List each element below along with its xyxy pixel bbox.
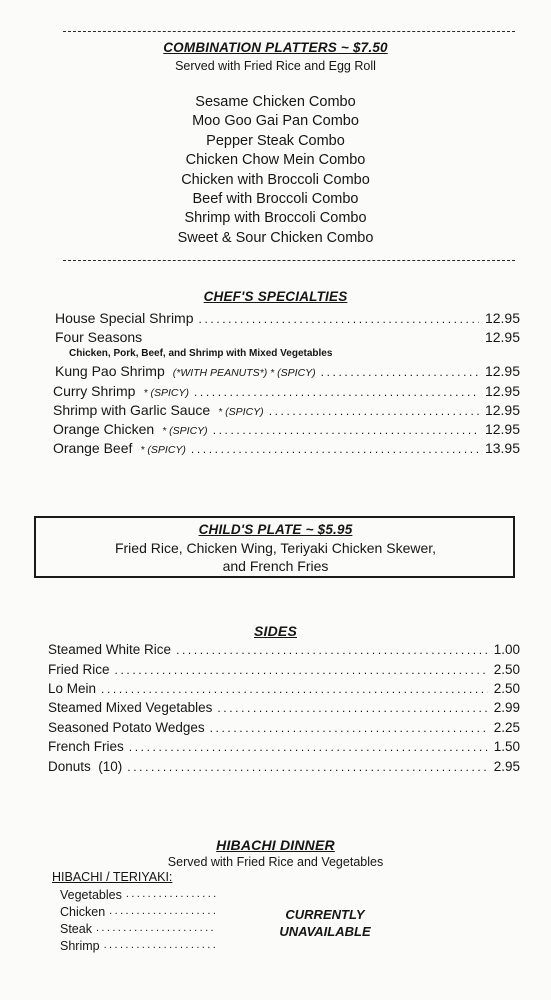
menu-item-row xyxy=(53,440,520,456)
item-name: Four Seasons xyxy=(55,329,143,345)
list-item: Chicken Chow Mein Combo xyxy=(185,152,366,169)
item-price: 1.00 xyxy=(493,642,520,657)
list-item: Pepper Steak Combo xyxy=(206,132,345,149)
list-item: Moo Goo Gai Pan Combo xyxy=(192,113,359,130)
item-note: * (SPICY) xyxy=(143,387,189,399)
status-line: CURRENTLY xyxy=(285,907,365,922)
dot-leader xyxy=(92,922,216,936)
dot-leader xyxy=(96,682,488,696)
item-price: 13.95 xyxy=(484,440,520,456)
list-item: Sesame Chicken Combo xyxy=(195,94,356,110)
hibachi-title: HIBACHI DINNER xyxy=(216,837,335,853)
dot-leader xyxy=(264,404,479,418)
hibachi-item-row xyxy=(60,939,216,953)
item-name: Curry Shrimp xyxy=(53,383,136,399)
side-item-row xyxy=(48,642,520,657)
menu-item-row xyxy=(53,383,520,399)
item-name: Vegetables xyxy=(60,888,122,902)
item-name: Fried Rice xyxy=(48,662,110,677)
item-price: 12.95 xyxy=(484,329,520,345)
chef-title: CHEF'S SPECIALTIES xyxy=(203,289,348,304)
item-name: Orange Chicken xyxy=(53,421,155,437)
list-item: Beef with Broccoli Combo xyxy=(192,191,359,208)
child-plate-line-1: Fried Rice, Chicken Wing, Teriyaki Chicken Skewer, xyxy=(114,540,437,556)
hibachi-subtitle: Served with Fried Rice and Vegetables xyxy=(167,855,384,869)
menu-item-row xyxy=(53,402,520,418)
hibachi-item-row xyxy=(60,905,216,919)
child-plate-line-2: and French Fries xyxy=(222,558,329,574)
menu-item-row xyxy=(55,363,520,379)
item-name: Lo Mein xyxy=(48,681,97,696)
item-price: 12.95 xyxy=(484,402,520,418)
dot-leader xyxy=(316,365,479,379)
dot-leader xyxy=(189,385,479,399)
item-name: Steamed White Rice xyxy=(48,642,172,657)
item-name: French Fries xyxy=(48,739,124,754)
hibachi-item-row xyxy=(60,922,216,936)
item-name: Seasoned Potato Wedges xyxy=(48,720,205,735)
item-note: * (SPICY) xyxy=(162,425,208,437)
dot-leader xyxy=(105,905,216,919)
combination-subtitle: Served with Fried Rice and Egg Roll xyxy=(175,59,376,73)
item-price: 2.99 xyxy=(493,700,520,715)
item-price: 2.95 xyxy=(493,759,520,774)
dot-leader xyxy=(124,740,488,754)
dot-leader xyxy=(186,442,479,456)
item-price: 2.50 xyxy=(493,662,520,677)
mid-divider xyxy=(63,260,515,261)
item-note: * (SPICY) xyxy=(140,444,186,456)
item-price: 2.50 xyxy=(493,681,520,696)
item-price: 12.95 xyxy=(484,310,520,326)
status-line: UNAVAILABLE xyxy=(279,924,371,939)
item-price: 2.25 xyxy=(493,720,520,735)
item-name: Kung Pao Shrimp xyxy=(55,363,165,379)
side-item-row xyxy=(48,739,520,754)
item-price: 12.95 xyxy=(484,383,520,399)
sides-title: SIDES xyxy=(253,623,297,639)
item-name: Shrimp xyxy=(60,939,100,953)
dot-leader xyxy=(194,312,479,326)
item-name: Shrimp with Garlic Sauce xyxy=(53,402,211,418)
combination-list xyxy=(0,93,551,248)
hibachi-heading: HIBACHI / TERIYAKI: xyxy=(52,870,173,884)
dot-leader xyxy=(110,663,488,677)
menu-item-row xyxy=(55,329,520,345)
dot-leader xyxy=(205,721,488,735)
child-plate-title: CHILD'S PLATE ~ $5.95 xyxy=(198,522,353,537)
list-item: Sweet & Sour Chicken Combo xyxy=(177,229,374,246)
dot-leader xyxy=(171,643,488,657)
item-name: Steamed Mixed Vegetables xyxy=(48,700,213,715)
hibachi-item-row xyxy=(60,888,216,902)
item-price: 12.95 xyxy=(484,363,520,379)
item-note: * (SPICY) xyxy=(218,406,264,418)
item-name: Orange Beef xyxy=(53,440,133,456)
item-price: 12.95 xyxy=(484,421,520,437)
side-item-row xyxy=(48,759,520,774)
item-name: Donuts (10) xyxy=(48,759,123,774)
item-price: 1.50 xyxy=(493,739,520,754)
list-item: Shrimp with Broccoli Combo xyxy=(184,210,367,227)
side-item-row xyxy=(48,681,520,696)
side-item-row xyxy=(48,700,520,715)
dot-leader xyxy=(122,888,216,902)
side-item-row xyxy=(48,662,520,677)
combination-title: COMBINATION PLATTERS ~ $7.50 xyxy=(163,40,388,55)
side-item-row xyxy=(48,720,520,735)
item-note: (*WITH PEANUTS*) * (SPICY) xyxy=(172,367,316,379)
menu-item-row xyxy=(55,310,520,326)
dot-leader xyxy=(212,701,487,715)
hibachi-status xyxy=(250,906,400,940)
menu-item-row xyxy=(53,421,520,437)
dot-leader xyxy=(122,760,487,774)
item-name: House Special Shrimp xyxy=(55,310,194,326)
item-name: Steak xyxy=(60,922,92,936)
list-item: Chicken with Broccoli Combo xyxy=(181,171,370,188)
dot-leader xyxy=(100,939,216,953)
top-divider xyxy=(63,31,515,32)
dot-leader xyxy=(208,423,479,437)
four-seasons-description: Chicken, Pork, Beef, and Shrimp with Mixed Vegetables xyxy=(69,348,333,359)
item-name: Chicken xyxy=(60,905,106,919)
